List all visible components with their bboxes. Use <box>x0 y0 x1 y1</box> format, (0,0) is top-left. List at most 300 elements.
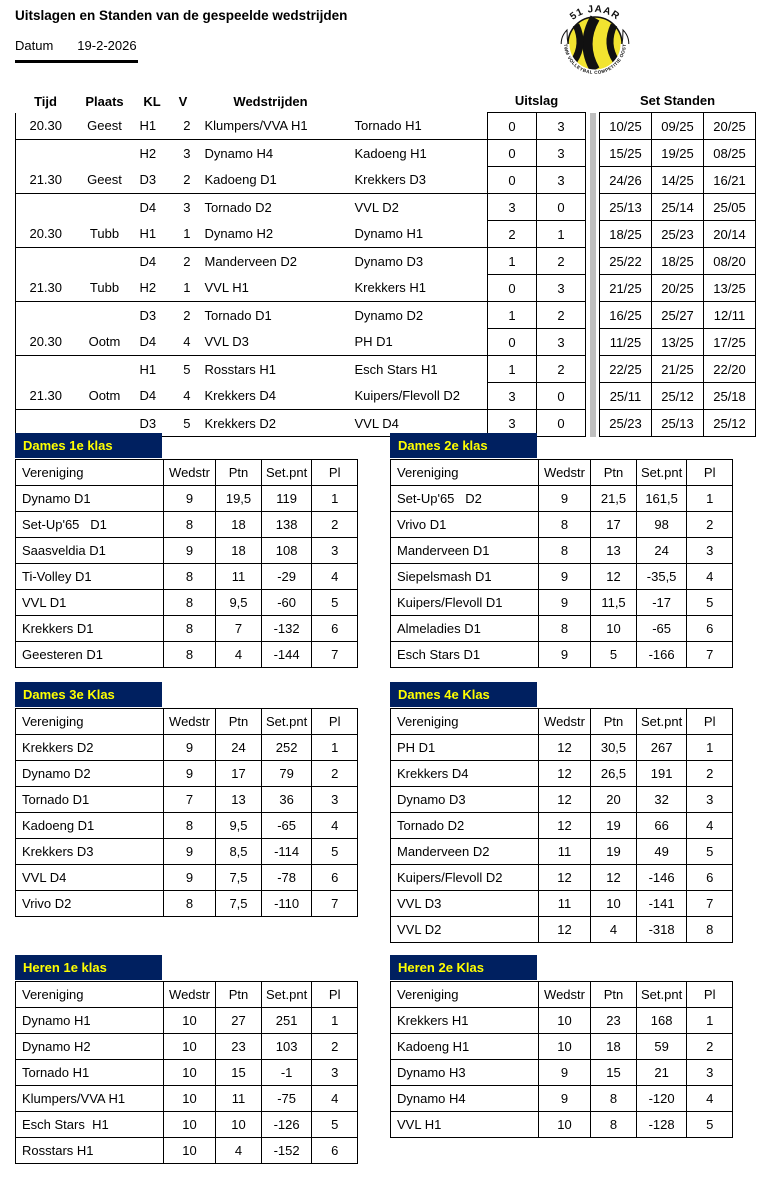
rank: 6 <box>312 865 358 891</box>
matches-played: 8 <box>539 512 591 538</box>
rank: 2 <box>687 761 733 787</box>
home-team: VVL H1 <box>204 280 249 296</box>
team-name: Klumpers/VVA H1 <box>16 1086 164 1112</box>
points: 20 <box>591 787 637 813</box>
col-header-tijd: Tijd <box>34 93 57 109</box>
matches-played: 9 <box>164 735 216 761</box>
match-field: 2 <box>183 118 191 134</box>
set-score-1: 21/25 <box>600 275 652 302</box>
set-score-1: 25/22 <box>600 248 652 275</box>
standing-row <box>16 616 358 642</box>
page-title: Uitslagen en Standen van de gespeelde wedstrijden <box>15 8 348 23</box>
rank: 4 <box>687 813 733 839</box>
matches-played: 9 <box>539 590 591 616</box>
col-header-setpnt: Set.pnt <box>637 709 687 735</box>
matches-played: 10 <box>164 1086 216 1112</box>
set-score-2: 25/12 <box>652 383 704 410</box>
matches-played: 10 <box>539 1008 591 1034</box>
points: 4 <box>216 1138 262 1164</box>
col-header-wedstr: Wedstr <box>539 982 591 1008</box>
matches-played: 9 <box>164 865 216 891</box>
score-away: 0 <box>537 194 586 221</box>
standing-row <box>16 813 358 839</box>
standings-title: Dames 1e klas <box>15 433 162 458</box>
match-class: D3 <box>139 172 157 188</box>
points: 7 <box>216 616 262 642</box>
points: 21,5 <box>591 486 637 512</box>
rank: 3 <box>312 787 358 813</box>
away-team: Krekkers D3 <box>346 167 488 194</box>
set-points: 138 <box>262 512 312 538</box>
team-name: Vrivo D1 <box>391 512 539 538</box>
col-header-setpnt: Set.pnt <box>262 982 312 1008</box>
match-class: H2 <box>139 280 157 296</box>
points: 4 <box>591 917 637 943</box>
away-team: Dynamo H1 <box>346 221 488 248</box>
team-name: Kuipers/Flevoll D2 <box>391 865 539 891</box>
set-points: 161,5 <box>637 486 687 512</box>
match-field: 4 <box>183 388 191 404</box>
standing-row <box>391 616 733 642</box>
standing-row <box>391 839 733 865</box>
col-header-ptn: Ptn <box>591 460 637 486</box>
points: 9,5 <box>216 590 262 616</box>
away-team: Dynamo D3 <box>346 248 488 275</box>
result-row <box>16 113 756 140</box>
points: 19 <box>591 839 637 865</box>
match-field: 2 <box>171 248 196 275</box>
points: 19,5 <box>216 486 262 512</box>
match-class: H1 <box>134 356 171 383</box>
col-header-wedstr: Wedstr <box>164 460 216 486</box>
match-time: 20.30 <box>16 113 76 140</box>
set-points: -132 <box>262 616 312 642</box>
matches-played: 8 <box>164 590 216 616</box>
rank: 6 <box>687 616 733 642</box>
set-score-3: 13/25 <box>704 275 756 302</box>
team-name: Dynamo D3 <box>391 787 539 813</box>
rank: 4 <box>312 813 358 839</box>
match-class: D4 <box>134 194 171 221</box>
rank: 3 <box>687 1060 733 1086</box>
points: 11 <box>216 564 262 590</box>
matches-played: 8 <box>164 616 216 642</box>
set-score-2: 25/23 <box>652 221 704 248</box>
score-home: 1 <box>488 302 537 329</box>
result-row <box>16 248 756 275</box>
set-score-1: 24/26 <box>600 167 652 194</box>
rank: 6 <box>312 1138 358 1164</box>
points: 17 <box>591 512 637 538</box>
rank: 5 <box>312 590 358 616</box>
team-name: Manderveen D1 <box>391 538 539 564</box>
rank: 5 <box>687 1112 733 1138</box>
team-name: VVL D4 <box>16 865 164 891</box>
points: 10 <box>591 891 637 917</box>
date-row <box>15 38 138 63</box>
matches-played: 10 <box>164 1138 216 1164</box>
standing-row <box>391 735 733 761</box>
rank: 3 <box>312 538 358 564</box>
set-points: -65 <box>262 813 312 839</box>
results-header-row <box>16 86 756 113</box>
set-score-1: 18/25 <box>600 221 652 248</box>
score-home: 0 <box>488 329 537 356</box>
matches-played: 8 <box>164 642 216 668</box>
col-header-pl: Pl <box>312 982 358 1008</box>
away-team: PH D1 <box>346 329 488 356</box>
standings-table <box>15 708 358 917</box>
col-header-vereniging: Vereniging <box>391 982 539 1008</box>
match-class: D3 <box>134 410 171 437</box>
col-header-setpnt: Set.pnt <box>262 460 312 486</box>
col-header-wedstrijden: Wedstrijden <box>233 93 308 109</box>
standing-row <box>391 761 733 787</box>
result-row <box>16 356 756 383</box>
score-away: 3 <box>537 167 586 194</box>
standing-row <box>16 1034 358 1060</box>
match-location: Geest <box>87 118 122 134</box>
separator-band <box>586 275 600 302</box>
rank: 6 <box>312 616 358 642</box>
standing-row <box>16 1060 358 1086</box>
set-points: -78 <box>262 865 312 891</box>
team-name: Dynamo D2 <box>16 761 164 787</box>
match-location <box>76 356 134 383</box>
rank: 3 <box>312 1060 358 1086</box>
match-field: 2 <box>183 172 191 188</box>
away-team: Tornado H1 <box>346 113 488 140</box>
match-class: H1 <box>139 118 157 134</box>
team-name: VVL H1 <box>391 1112 539 1138</box>
match-time: 20.30 <box>16 329 76 356</box>
standing-row <box>391 891 733 917</box>
set-points: -144 <box>262 642 312 668</box>
standing-row <box>16 486 358 512</box>
points: 30,5 <box>591 735 637 761</box>
points: 18 <box>216 512 262 538</box>
match-time: 21.30 <box>16 275 76 302</box>
home-team: Manderveen D2 <box>196 248 346 275</box>
rank: 2 <box>312 761 358 787</box>
col-header-vereniging: Vereniging <box>16 982 164 1008</box>
col-header-pl: Pl <box>312 460 358 486</box>
logo-ring-text: TWM VOLLEYBAL COMPETITIE OOST <box>562 43 628 76</box>
set-score-2: 19/25 <box>652 140 704 167</box>
separator-band <box>586 302 600 329</box>
col-header-setpnt: Set.pnt <box>262 709 312 735</box>
matches-played: 12 <box>539 787 591 813</box>
standing-row <box>16 538 358 564</box>
col-header-ptn: Ptn <box>591 709 637 735</box>
set-points: -65 <box>637 616 687 642</box>
points: 23 <box>591 1008 637 1034</box>
results-table <box>15 86 756 437</box>
set-score-2: 25/27 <box>652 302 704 329</box>
standing-row <box>391 1034 733 1060</box>
separator-band <box>586 383 600 410</box>
set-points: -318 <box>637 917 687 943</box>
set-score-3: 17/25 <box>704 329 756 356</box>
points: 26,5 <box>591 761 637 787</box>
standing-row <box>391 512 733 538</box>
team-name: VVL D2 <box>391 917 539 943</box>
team-name: Dynamo H4 <box>391 1086 539 1112</box>
rank: 4 <box>312 564 358 590</box>
matches-played: 8 <box>164 891 216 917</box>
match-time <box>16 194 76 221</box>
col-header-wedstr: Wedstr <box>164 709 216 735</box>
points: 5 <box>591 642 637 668</box>
score-home: 2 <box>488 221 537 248</box>
set-points: -141 <box>637 891 687 917</box>
score-home: 3 <box>488 383 537 410</box>
points: 8 <box>591 1086 637 1112</box>
match-time: 21.30 <box>16 383 76 410</box>
points: 10 <box>591 616 637 642</box>
rank: 1 <box>312 735 358 761</box>
set-score-3: 08/25 <box>704 140 756 167</box>
standings-header-row <box>16 709 358 735</box>
match-field: 3 <box>171 140 196 167</box>
set-score-3: 25/12 <box>704 410 756 437</box>
team-name: Tornado D2 <box>391 813 539 839</box>
col-header-ptn: Ptn <box>216 709 262 735</box>
col-header-kl: KL <box>143 93 161 109</box>
matches-played: 10 <box>539 1034 591 1060</box>
standings-header-row <box>16 982 358 1008</box>
points: 9,5 <box>216 813 262 839</box>
separator-band <box>586 329 600 356</box>
team-name: Saasveldia D1 <box>16 538 164 564</box>
col-header-pl: Pl <box>312 709 358 735</box>
matches-played: 8 <box>164 512 216 538</box>
points: 11 <box>216 1086 262 1112</box>
set-points: 168 <box>637 1008 687 1034</box>
points: 11,5 <box>591 590 637 616</box>
score-home: 1 <box>488 248 537 275</box>
score-home: 0 <box>488 275 537 302</box>
team-name: Almeladies D1 <box>391 616 539 642</box>
col-header-ptn: Ptn <box>216 982 262 1008</box>
matches-played: 11 <box>539 891 591 917</box>
standings-dames-4e-klas <box>390 682 733 943</box>
rank: 1 <box>687 1008 733 1034</box>
set-points: -114 <box>262 839 312 865</box>
team-name: Esch Stars D1 <box>391 642 539 668</box>
rank: 2 <box>312 512 358 538</box>
away-team: Krekkers H1 <box>346 275 488 302</box>
match-class: D4 <box>139 334 157 350</box>
home-team: Dynamo H4 <box>196 140 346 167</box>
team-name: Tornado H1 <box>16 1060 164 1086</box>
rank: 4 <box>312 1086 358 1112</box>
set-points: 267 <box>637 735 687 761</box>
set-score-2: 18/25 <box>652 248 704 275</box>
matches-played: 9 <box>539 1060 591 1086</box>
points: 17 <box>216 761 262 787</box>
separator-band <box>586 113 600 140</box>
set-points: 251 <box>262 1008 312 1034</box>
match-location: Geest <box>87 172 122 188</box>
set-points: -35,5 <box>637 564 687 590</box>
col-header-wedstr: Wedstr <box>539 460 591 486</box>
rank: 7 <box>687 891 733 917</box>
rank: 2 <box>312 1034 358 1060</box>
team-name: Krekkers D3 <box>16 839 164 865</box>
team-name: VVL D3 <box>391 891 539 917</box>
team-name: Krekkers D2 <box>16 735 164 761</box>
rank: 7 <box>312 642 358 668</box>
standings-title: Dames 2e klas <box>390 433 537 458</box>
set-score-1: 11/25 <box>600 329 652 356</box>
points: 4 <box>216 642 262 668</box>
away-team: Kadoeng H1 <box>346 140 488 167</box>
rank: 1 <box>312 486 358 512</box>
score-home: 3 <box>488 194 537 221</box>
rank: 3 <box>687 787 733 813</box>
set-points: 66 <box>637 813 687 839</box>
points: 18 <box>591 1034 637 1060</box>
home-team: Tornado D2 <box>196 194 346 221</box>
set-points: -152 <box>262 1138 312 1164</box>
score-away: 2 <box>537 356 586 383</box>
standing-row <box>16 761 358 787</box>
set-points: 36 <box>262 787 312 813</box>
match-location <box>76 140 134 167</box>
set-points: 98 <box>637 512 687 538</box>
team-name: Geesteren D1 <box>16 642 164 668</box>
standings-header-row <box>391 982 733 1008</box>
col-header-v: V <box>178 93 188 109</box>
matches-played: 9 <box>539 1086 591 1112</box>
matches-played: 9 <box>539 486 591 512</box>
separator-band <box>586 356 600 383</box>
separator-band <box>586 248 600 275</box>
home-team: Klumpers/VVA H1 <box>204 118 308 134</box>
match-time <box>16 140 76 167</box>
standings-header-row <box>16 460 358 486</box>
points: 12 <box>591 865 637 891</box>
standing-row <box>16 735 358 761</box>
team-name: Vrivo D2 <box>16 891 164 917</box>
home-team: VVL D3 <box>204 334 249 350</box>
score-home: 1 <box>488 356 537 383</box>
match-location <box>76 248 134 275</box>
col-header-plaats: Plaats <box>85 93 124 109</box>
score-away: 3 <box>537 275 586 302</box>
match-class: D4 <box>134 248 171 275</box>
set-score-3: 20/25 <box>704 113 756 140</box>
col-header-pl: Pl <box>687 460 733 486</box>
points: 24 <box>216 735 262 761</box>
set-score-3: 25/18 <box>704 383 756 410</box>
standing-row <box>16 865 358 891</box>
matches-played: 9 <box>164 538 216 564</box>
rank: 7 <box>312 891 358 917</box>
matches-played: 12 <box>539 865 591 891</box>
rank: 2 <box>687 1034 733 1060</box>
set-points: -29 <box>262 564 312 590</box>
set-score-1: 15/25 <box>600 140 652 167</box>
standing-row <box>391 1008 733 1034</box>
away-team: VVL D4 <box>346 410 488 437</box>
matches-played: 9 <box>539 564 591 590</box>
set-score-2: 13/25 <box>652 329 704 356</box>
col-header-pl: Pl <box>687 982 733 1008</box>
score-away: 1 <box>537 221 586 248</box>
standings-title: Dames 4e Klas <box>390 682 537 707</box>
home-team: Kadoeng D1 <box>204 172 277 188</box>
matches-played: 9 <box>539 642 591 668</box>
set-points: -120 <box>637 1086 687 1112</box>
match-location <box>76 302 134 329</box>
team-name: Siepelsmash D1 <box>391 564 539 590</box>
match-class: H1 <box>139 226 157 242</box>
col-header-setpnt: Set.pnt <box>637 460 687 486</box>
rank: 5 <box>312 1112 358 1138</box>
standings-table <box>390 459 733 668</box>
result-row <box>16 302 756 329</box>
result-row <box>16 140 756 167</box>
standing-row <box>391 1112 733 1138</box>
rank: 5 <box>312 839 358 865</box>
points: 7,5 <box>216 891 262 917</box>
team-name: Tornado D1 <box>16 787 164 813</box>
standing-row <box>16 590 358 616</box>
team-name: Ti-Volley D1 <box>16 564 164 590</box>
score-away: 3 <box>537 140 586 167</box>
result-row <box>16 383 756 410</box>
score-home: 3 <box>488 410 537 437</box>
col-header-wedstr: Wedstr <box>164 982 216 1008</box>
team-name: Kadoeng H1 <box>391 1034 539 1060</box>
set-points: 59 <box>637 1034 687 1060</box>
team-name: Rosstars H1 <box>16 1138 164 1164</box>
set-points: -146 <box>637 865 687 891</box>
result-row <box>16 275 756 302</box>
result-row <box>16 167 756 194</box>
set-score-1: 16/25 <box>600 302 652 329</box>
set-points: 103 <box>262 1034 312 1060</box>
rank: 5 <box>687 839 733 865</box>
team-name: Krekkers D4 <box>391 761 539 787</box>
set-points: -166 <box>637 642 687 668</box>
home-team: Tornado D1 <box>196 302 346 329</box>
separator-band <box>586 167 600 194</box>
score-away: 2 <box>537 248 586 275</box>
set-points: 21 <box>637 1060 687 1086</box>
set-points: -75 <box>262 1086 312 1112</box>
set-score-3: 12/11 <box>704 302 756 329</box>
matches-played: 11 <box>539 839 591 865</box>
points: 13 <box>216 787 262 813</box>
standings-dames-3e-klas <box>15 682 358 917</box>
match-location: Tubb <box>89 280 120 296</box>
matches-played: 10 <box>164 1060 216 1086</box>
standing-row <box>16 787 358 813</box>
team-name: Dynamo H2 <box>16 1034 164 1060</box>
matches-played: 12 <box>539 813 591 839</box>
match-class: D3 <box>134 302 171 329</box>
date-value: 19-2-2026 <box>77 38 137 53</box>
standing-row <box>391 787 733 813</box>
points: 8 <box>591 1112 637 1138</box>
score-away: 0 <box>537 410 586 437</box>
standings-header-row <box>391 709 733 735</box>
col-header-vereniging: Vereniging <box>16 460 164 486</box>
points: 10 <box>216 1112 262 1138</box>
